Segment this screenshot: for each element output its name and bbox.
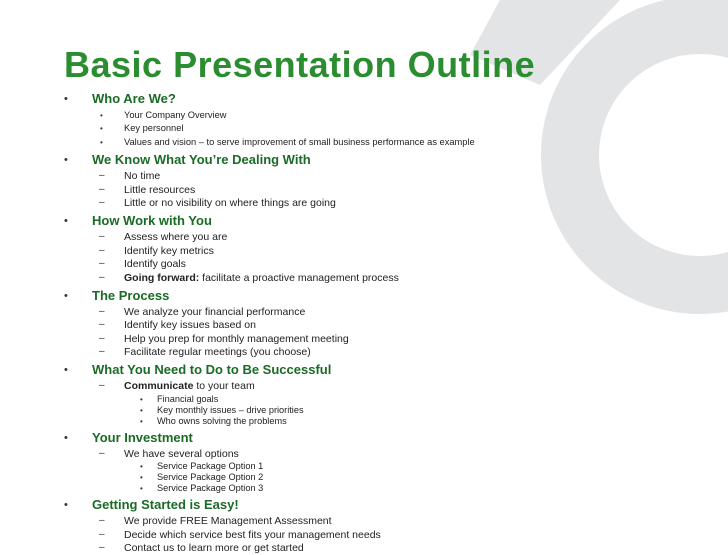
bullet-marker: – bbox=[99, 305, 105, 317]
section-heading bbox=[60, 362, 700, 380]
slide-title: Basic Presentation Outline bbox=[64, 44, 536, 85]
list-item bbox=[60, 272, 700, 285]
list-item-text: Key personnel bbox=[124, 123, 184, 134]
sub-list-item bbox=[60, 483, 700, 494]
bullet-marker: – bbox=[99, 196, 105, 208]
section-heading bbox=[60, 288, 700, 306]
list-item-text: Going forward: facilitate a proactive management process bbox=[124, 271, 399, 284]
bullet-marker: – bbox=[99, 244, 105, 256]
section-heading bbox=[60, 497, 700, 515]
bullet-marker: – bbox=[99, 346, 105, 358]
bullet-marker: – bbox=[99, 271, 105, 283]
list-item bbox=[60, 333, 700, 346]
bullet-marker: • bbox=[100, 111, 103, 120]
list-item bbox=[60, 448, 700, 461]
bullet-marker: – bbox=[99, 332, 105, 344]
sub-list-item bbox=[60, 416, 700, 427]
list-item bbox=[60, 245, 700, 258]
list-item bbox=[60, 529, 700, 542]
section-heading-text: Getting Started is Easy! bbox=[92, 497, 239, 513]
list-item-text: Decide which service best fits your management needs bbox=[124, 528, 381, 541]
list-item-text: Assess where you are bbox=[124, 231, 228, 244]
emphasis-text: Going forward: bbox=[124, 271, 200, 284]
bullet-marker: – bbox=[99, 258, 105, 270]
bullet-marker: • bbox=[64, 289, 68, 302]
list-item-text: Little or no visibility on where things are going bbox=[124, 196, 336, 209]
list-item bbox=[60, 380, 700, 393]
list-item bbox=[60, 306, 700, 319]
list-item bbox=[60, 184, 700, 197]
list-item bbox=[60, 136, 700, 149]
list-item bbox=[60, 515, 700, 528]
list-item-text: Facilitate regular meetings (you choose) bbox=[124, 346, 311, 359]
section-heading bbox=[60, 430, 700, 448]
section-heading-text: The Process bbox=[92, 287, 170, 303]
sub-list-item bbox=[60, 394, 700, 405]
bullet-marker: • bbox=[64, 499, 68, 512]
list-item-text: Contact us to learn more or get started bbox=[124, 542, 304, 555]
bullet-marker: • bbox=[64, 154, 68, 167]
bullet-marker: • bbox=[100, 124, 103, 134]
bullet-marker: – bbox=[99, 380, 105, 392]
section-heading bbox=[60, 91, 700, 109]
bullet-marker: – bbox=[99, 319, 105, 331]
bullet-marker: • bbox=[140, 416, 143, 426]
sub-list-item bbox=[60, 472, 700, 483]
list-item bbox=[60, 542, 700, 555]
bullet-marker: – bbox=[99, 170, 105, 182]
bullet-marker: – bbox=[99, 447, 105, 459]
bullet-marker: – bbox=[99, 528, 105, 540]
list-item bbox=[60, 170, 700, 183]
section-heading-text: How Work with You bbox=[92, 213, 212, 229]
list-item-text: Identify key metrics bbox=[124, 244, 214, 257]
bullet-marker: – bbox=[99, 515, 105, 527]
bullet-marker: • bbox=[140, 473, 143, 483]
section-heading-text: What You Need to Do to Be Successful bbox=[92, 362, 332, 378]
list-item-text: Your Company Overview bbox=[124, 110, 227, 120]
list-item-text: We analyze your financial performance bbox=[124, 305, 306, 318]
list-item-text: Identify key issues based on bbox=[124, 319, 256, 332]
bullet-marker: • bbox=[64, 431, 68, 444]
emphasis-text: Communicate bbox=[124, 380, 194, 393]
list-item bbox=[60, 258, 700, 271]
section-heading-text: We Know What You’re Dealing With bbox=[92, 152, 311, 168]
list-item bbox=[60, 122, 700, 135]
sub-list-item-text: Service Package Option 1 bbox=[157, 461, 264, 472]
outline bbox=[60, 88, 700, 555]
sub-list-item-text: Service Package Option 2 bbox=[157, 472, 264, 483]
bullet-marker: • bbox=[140, 462, 143, 472]
list-item bbox=[60, 109, 700, 122]
bullet-marker: • bbox=[140, 394, 143, 404]
section-heading bbox=[60, 152, 700, 170]
list-item-text: We have several options bbox=[124, 447, 239, 460]
list-item bbox=[60, 346, 700, 359]
bullet-marker: – bbox=[99, 183, 105, 195]
list-item-text: Values and vision – to serve improvement of small business performance as example bbox=[124, 136, 475, 147]
sub-list-item-text: Financial goals bbox=[157, 393, 219, 404]
sub-list-item-text: Service Package Option 3 bbox=[157, 483, 264, 494]
list-item bbox=[60, 197, 700, 210]
sub-list-item bbox=[60, 405, 700, 416]
list-item-text: Little resources bbox=[124, 183, 196, 196]
bullet-marker: – bbox=[99, 231, 105, 243]
sub-list-item-text: Who owns solving the problems bbox=[157, 415, 287, 426]
section-heading-text: Who Are We? bbox=[92, 91, 176, 106]
sub-list-item bbox=[60, 461, 700, 472]
bullet-marker: – bbox=[99, 542, 105, 554]
bullet-marker: • bbox=[100, 137, 103, 147]
list-item-text: Identify goals bbox=[124, 258, 186, 271]
list-item-text: Help you prep for monthly management meeting bbox=[124, 332, 349, 345]
sub-list-item-text: Key monthly issues – drive priorities bbox=[157, 404, 304, 415]
section-heading bbox=[60, 213, 700, 231]
list-item-text: No time bbox=[124, 170, 161, 183]
list-item bbox=[60, 319, 700, 332]
section-heading-text: Your Investment bbox=[92, 429, 193, 445]
list-item bbox=[60, 231, 700, 244]
bullet-marker: • bbox=[140, 405, 143, 415]
bullet-marker: • bbox=[64, 93, 68, 105]
bullet-marker: • bbox=[64, 215, 68, 228]
bullet-marker: • bbox=[64, 364, 68, 377]
bullet-marker: • bbox=[140, 484, 143, 494]
list-item-text: We provide FREE Management Assessment bbox=[124, 515, 332, 528]
list-item-text: Communicate to your team bbox=[124, 380, 255, 393]
